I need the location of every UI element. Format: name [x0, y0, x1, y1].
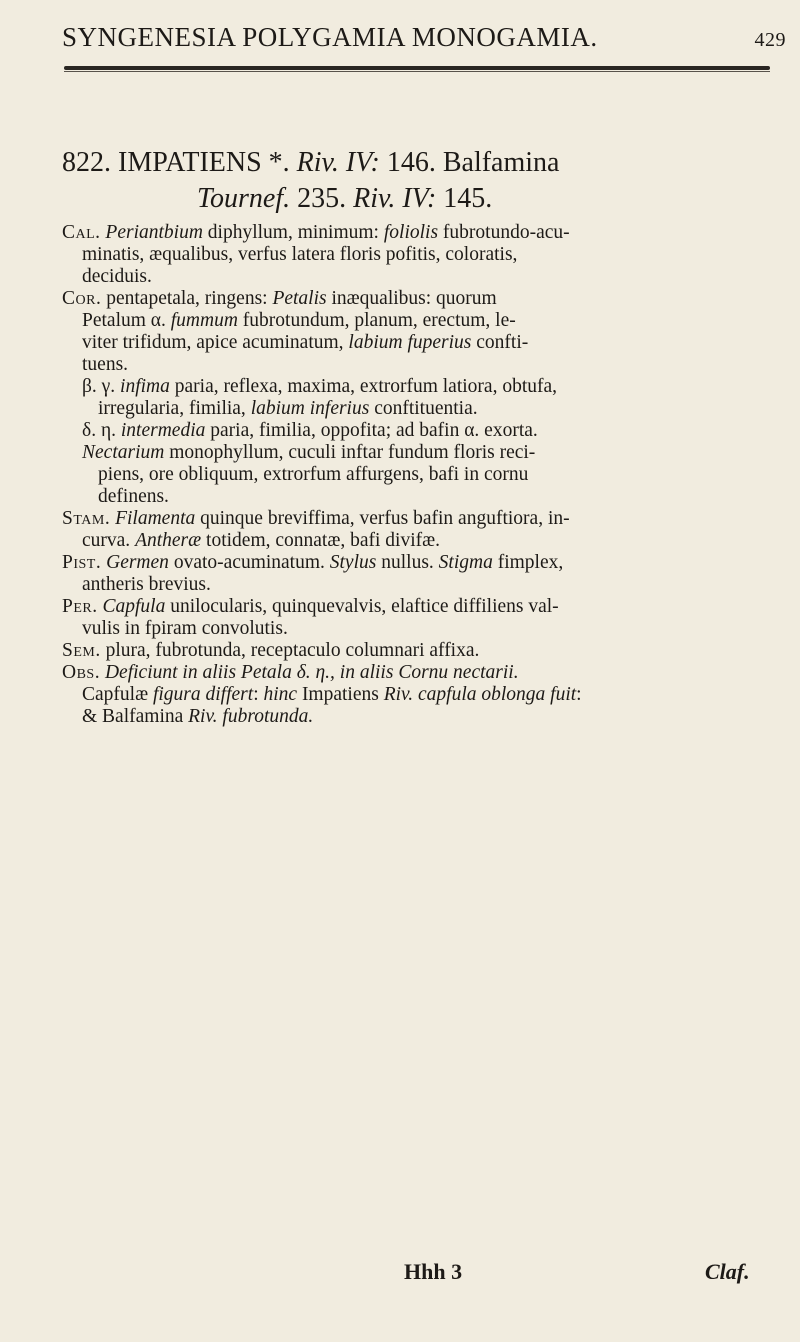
section-label-pist: Pist. — [62, 552, 102, 573]
term: Riv. capfula oblonga fuit — [383, 684, 577, 705]
text: quinque breviffima, verfus bafin anguftiora, in- — [195, 508, 570, 529]
ref1-page: 146. — [386, 147, 436, 178]
section-label-obs: Obs. — [62, 662, 101, 683]
term: foliolis — [383, 222, 439, 243]
text: paria, fimilia, oppofita; ad bafin α. exorta. — [205, 420, 538, 441]
pist-line-1 — [62, 552, 778, 574]
text: : — [576, 684, 582, 705]
cal-line-1 — [62, 222, 778, 244]
section-label-per: Per. — [62, 596, 98, 617]
section-label-cor: Cor. — [62, 288, 102, 309]
entry-number: 822. — [62, 147, 111, 178]
text: paria, reflexa, maxima, extrorfum latiora, obtufa, — [169, 376, 558, 397]
stam-line-1 — [62, 508, 778, 530]
cor-line-8 — [62, 442, 778, 464]
text: ovato-acuminatum. — [168, 552, 330, 573]
genus-mark: *. — [268, 147, 290, 178]
genus-name: IMPATIENS — [118, 147, 262, 178]
ref3-page: 145. — [443, 183, 493, 214]
obs-line-2 — [62, 684, 778, 706]
pist-line-2: antheris brevius. — [82, 574, 211, 595]
cor-line-3 — [62, 332, 778, 354]
text: diphyllum, minimum: — [202, 222, 384, 243]
page-number: 429 — [754, 29, 786, 51]
genus-heading — [62, 145, 782, 217]
cor-line-7 — [62, 420, 778, 442]
obs-line-1 — [62, 662, 778, 684]
header-rule-thin — [64, 71, 770, 72]
text: fimplex, — [492, 552, 564, 573]
text: Petalum α. — [82, 310, 171, 331]
text: conftituentia. — [369, 398, 478, 419]
stam-line-2 — [62, 530, 778, 552]
term: Filamenta — [110, 508, 196, 529]
term: figura differt — [152, 684, 254, 705]
description-body — [62, 222, 778, 728]
term: fummum — [170, 310, 238, 331]
text: Capfulæ — [82, 684, 153, 705]
term: Germen — [101, 552, 169, 573]
heading-line-2 — [62, 181, 782, 217]
text: Deficiunt in aliis Petala δ. η., in aliis Cornu nectarii. — [100, 662, 519, 683]
text: δ. η. — [82, 420, 121, 441]
cor-line-5 — [62, 376, 778, 398]
text: & Balfamina — [82, 706, 189, 727]
text: monophyllum, cuculi inftar fundum floris reci- — [164, 442, 536, 463]
ref1-volume: IV: — [345, 147, 380, 178]
term: Nectarium — [82, 442, 165, 463]
cor-line-2 — [62, 310, 778, 332]
text: Impatiens — [297, 684, 384, 705]
cor-line-4: tuens. — [82, 354, 129, 375]
synonym-name: Balfamina — [442, 147, 560, 178]
text: plura, fubrotunda, receptaculo columnari affixa. — [100, 640, 480, 661]
text: irregularia, fimilia, — [98, 398, 251, 419]
term: Antheræ — [135, 530, 202, 551]
section-label-stam: Stam. — [62, 508, 111, 529]
term: Stigma — [438, 552, 493, 573]
ref2-page: 235. — [297, 183, 347, 214]
text: unilocularis, quinquevalvis, elaftice diffiliens val- — [165, 596, 559, 617]
text: totidem, connatæ, bafi divifæ. — [201, 530, 440, 551]
ref2-author: Tournef. — [197, 183, 291, 214]
cal-line-2: minatis, æqualibus, verfus latera floris pofitis, coloratis, — [82, 244, 518, 265]
term: hinc — [263, 684, 298, 705]
term: Periantbium — [105, 222, 203, 243]
ref1-author: Riv. — [296, 147, 339, 178]
ref3-author: Riv. — [353, 183, 396, 214]
term: Petalis — [272, 288, 327, 309]
section-label-sem: Sem. — [62, 640, 101, 661]
term: labium inferius — [250, 398, 370, 419]
text: confti- — [471, 332, 529, 353]
ref3-volume: IV: — [402, 183, 437, 214]
term: Riv. fubrotunda. — [188, 706, 314, 727]
catchword: Claf. — [705, 1259, 750, 1284]
header-rule — [64, 66, 770, 70]
text: pentapetala, ringens: — [101, 288, 273, 309]
text: viter trifidum, apice acuminatum, — [82, 332, 349, 353]
section-label-cal: Cal. — [62, 222, 101, 243]
cor-line-1 — [62, 288, 778, 310]
cor-line-9: piens, ore obliquum, extrorfum affurgens, bafi in cornu — [98, 464, 529, 485]
running-head-title: SYNGENESIA POLYGAMIA MONOGAMIA. — [62, 22, 598, 52]
per-line-1 — [62, 596, 778, 618]
text: nullus. — [376, 552, 439, 573]
cor-line-6 — [62, 398, 778, 420]
cal-line-3: deciduis. — [82, 266, 152, 287]
signature-mark: Hhh 3 — [404, 1259, 463, 1284]
text: fubrotundum, planum, erectum, le- — [237, 310, 516, 331]
text: β. γ. — [82, 376, 121, 397]
term: labium fuperius — [348, 332, 472, 353]
text: : — [253, 684, 264, 705]
text: curva. — [82, 530, 136, 551]
text: inæqualibus: quorum — [326, 288, 497, 309]
term: infima — [120, 376, 170, 397]
sem-line-1 — [62, 640, 778, 662]
obs-line-3 — [62, 706, 778, 728]
running-head — [62, 22, 786, 53]
text: fubrotundo-acu- — [438, 222, 570, 243]
term: intermedia — [120, 420, 206, 441]
per-line-2: vulis in fpiram convolutis. — [82, 618, 288, 639]
term: Capfula — [97, 596, 166, 617]
term: Stylus — [329, 552, 377, 573]
cor-line-10: definens. — [98, 486, 169, 507]
